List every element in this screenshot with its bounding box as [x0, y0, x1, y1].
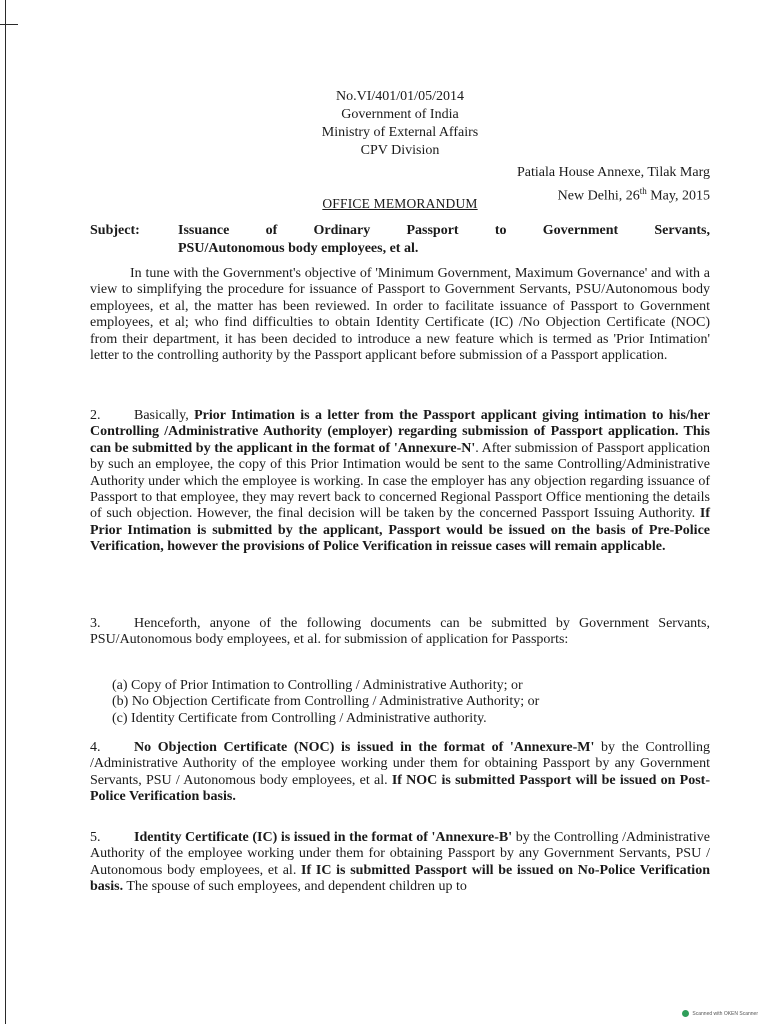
- list-item: (a) Copy of Prior Intimation to Controlling / Administrative Authority; or: [112, 678, 523, 693]
- paragraph-2: 2. Basically, Prior Intimation is a letter from the Passport applicant giving intimation to his/her Controlling /Administrative Authority (employer) regarding submission of Passport application. This can be submitted by the applicant in the format of 'Annexure-N'. After submission of Passport application by such an employee, the copy of this Prior Intimation would be sent to the same Controlling/Administrative Authority under which the employee is working. In case the employer has any objection regarding issuance of Passport to that employee, they may revert back to concerned Regional Passport Office mentioning the details of such objection. However, the final decision will be taken by the concerned Passport Issuing Authority. If Prior Intimation is submitted by the applicant, Passport would be issued on the basis of Pre-Police Verification, however the provisions of Police Verification in reissue cases will remain applicable.: [90, 408, 711, 555]
- paragraph-5: 5. Identity Certificate (IC) is issued in the format of 'Annexure-B' by the Controlling /Administrative Authority of the employee working under them for obtaining Passport by any Government Servants, PSU / Autonomous body employees, et al. If IC is submitted Passport will be issued on No-Police Verification basis. The spouse of such employees, and dependent children up to: [90, 830, 710, 895]
- paragraph-4: 4. No Objection Certificate (NOC) is issued in the format of 'Annexure-M' by the Controlling /Administrative Authority of the employee working under them for obtaining Passport by any Government Servants, PSU / Autonomous body employees, et al. If NOC is submitted Passport will be issued on Post-Police Verification basis.: [90, 740, 710, 805]
- ministry-name: Ministry of External Affairs: [321, 125, 479, 140]
- memo-title: OFFICE MEMORANDUM: [322, 196, 478, 211]
- document-list: [112, 678, 539, 727]
- letterhead: [0, 88, 768, 160]
- scanner-watermark: Scanned with OKEN Scanner: [682, 1010, 758, 1017]
- scanner-logo-icon: [682, 1010, 689, 1017]
- list-item: (b) No Objection Certificate from Controlling / Administrative Authority; or: [112, 694, 540, 710]
- subject-label: Subject:: [90, 223, 140, 238]
- government-name: Government of India: [341, 107, 459, 122]
- paragraph-3: 3. Henceforth, anyone of the following documents can be submitted by Government Servants, PSU/Autonomous body employees, et al. for submission of application for Passports:: [90, 616, 710, 648]
- date-line: New Delhi, 26th May, 2015: [557, 186, 710, 204]
- paragraph-1: In tune with the Government's objective of 'Minimum Government, Maximum Governance' and with a view to simplifying the procedure for issuance of Passport to Government Servants, PSU/Autonomous body employees, et al, the matter has been reviewed. In order to facilitate issuance of Passport to Government employees, et al; who find difficulties to obtain Identity Certificate (IC) /No Objection Certificate (NOC) from their department, it has been decided to introduce a new feature which is termed as 'Prior Intimation' letter to the controlling authority by the Passport applicant before submission of a Passport application.: [90, 266, 710, 364]
- subject-line-2: PSU/Autonomous body employees, et al.: [178, 241, 419, 256]
- subject-line-1: Issuance of Ordinary Passport to Government Servants,: [178, 223, 710, 238]
- reference-number: No.VI/401/01/05/2014: [336, 89, 464, 104]
- address-line: Patiala House Annexe, Tilak Marg: [516, 165, 710, 180]
- list-item: (c) Identity Certificate from Controlling / Administrative authority.: [112, 710, 487, 726]
- subject-block: [90, 222, 710, 258]
- division-name: CPV Division: [360, 143, 440, 158]
- scan-edge-mark: [0, 24, 18, 25]
